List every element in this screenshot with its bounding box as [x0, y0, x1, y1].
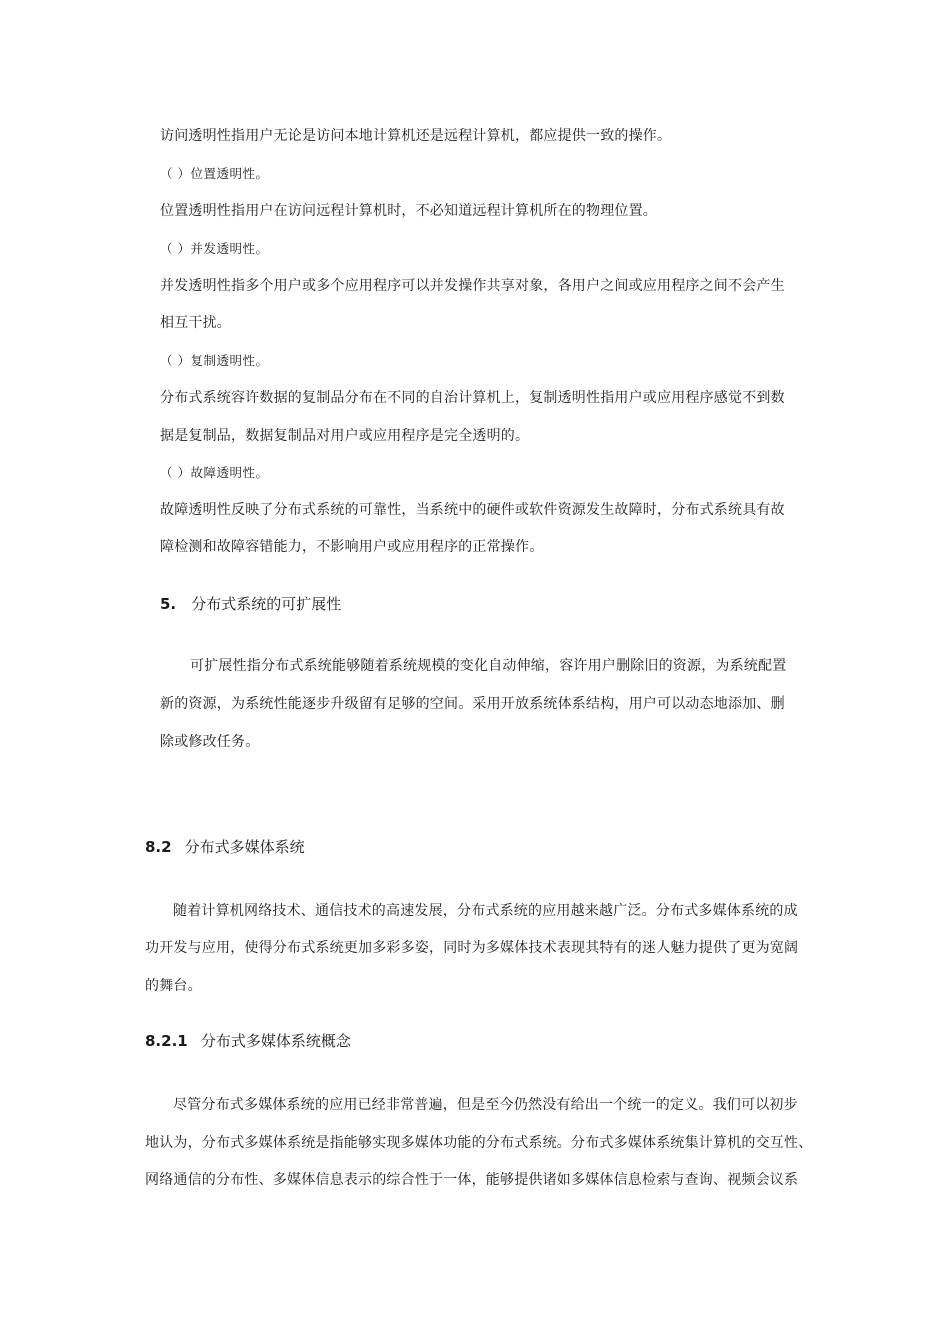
paragraph-concept-line-2: 地认为，分布式多媒体系统是指能够实现多媒体功能的分布式系统。分布式多媒体系统集计算机的交互性、 [145, 1135, 813, 1151]
paragraph-concept-line-1: 尽管分布式多媒体系统的应用已经非常普遍，但是至今仍然没有给出一个统一的定义。我们可以初步 [173, 1097, 798, 1113]
list-item-failure-transparency: （ ）故障透明性。 [160, 465, 269, 480]
paragraph-scalability-line-1: 可扩展性指分布式系统能够随着系统规模的变化自动伸缩，容许用户删除旧的资源，为系统配置 [190, 658, 787, 674]
list-item-location-transparency: （ ）位置透明性。 [160, 166, 269, 181]
heading-number: 5. [160, 595, 177, 613]
heading-section-5 [160, 594, 341, 614]
paragraph-concurrency-line-1: 并发透明性指多个用户或多个应用程序可以并发操作共享对象，各用户之间或应用程序之间不会产生 [160, 278, 785, 294]
list-item-concurrency-transparency: （ ）并发透明性。 [160, 241, 269, 256]
paragraph-scalability-line-3: 除或修改任务。 [160, 734, 260, 750]
paragraph-replication-line-1: 分布式系统容许数据的复制品分布在不同的自治计算机上，复制透明性指用户或应用程序感觉不到数 [160, 390, 785, 406]
heading-section-8-2-1 [145, 1031, 351, 1051]
paragraph-concept-line-3: 网络通信的分布性、多媒体信息表示的综合性于一体，能够提供诸如多媒体信息检索与查询、视频会议系 [145, 1172, 799, 1188]
paragraph-replication-line-2: 据是复制品，数据复制品对用户或应用程序是完全透明的。 [160, 428, 530, 444]
heading-title: 分布式多媒体系统 [184, 838, 305, 856]
heading-number: 8.2.1 [145, 1032, 188, 1050]
paragraph-scalability-line-2: 新的资源，为系统性能逐步升级留有足够的空间。采用开放系统体系结构，用户可以动态地添加、删 [160, 696, 785, 712]
heading-title: 分布式系统的可扩展性 [191, 595, 342, 613]
paragraph-access-transparency: 访问透明性指用户无论是访问本地计算机还是远程计算机，都应提供一致的操作。 [160, 128, 672, 144]
heading-number: 8.2 [145, 838, 172, 856]
paragraph-location-transparency: 位置透明性指用户在访问远程计算机时，不必知道远程计算机所在的物理位置。 [160, 203, 657, 219]
heading-section-8-2 [145, 837, 305, 857]
paragraph-multimedia-line-3: 的舞台。 [145, 978, 202, 994]
paragraph-multimedia-line-2: 功开发与应用，使得分布式系统更加多彩多姿，同时为多媒体技术表现其特有的迷人魅力提供了更为宽阔 [145, 940, 799, 956]
paragraph-concurrency-line-2: 相互干扰。 [160, 315, 231, 331]
paragraph-failure-line-1: 故障透明性反映了分布式系统的可靠性，当系统中的硬件或软件资源发生故障时，分布式系统具有故 [160, 502, 785, 518]
paragraph-multimedia-line-1: 随着计算机网络技术、通信技术的高速发展，分布式系统的应用越来越广泛。分布式多媒体系统的成 [173, 903, 798, 919]
list-item-replication-transparency: （ ）复制透明性。 [160, 353, 269, 368]
paragraph-failure-line-2: 障检测和故障容错能力，不影响用户或应用程序的正常操作。 [160, 539, 544, 555]
heading-title: 分布式多媒体系统概念 [200, 1032, 351, 1050]
